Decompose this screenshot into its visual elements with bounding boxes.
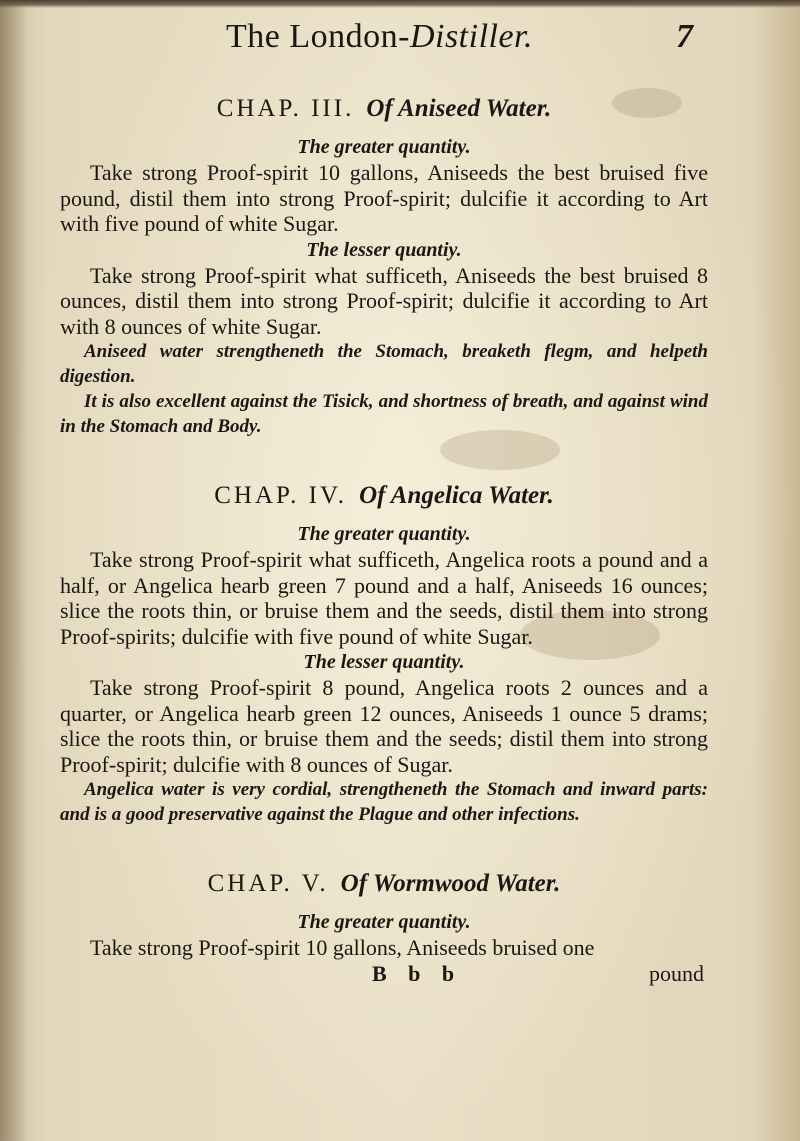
lesser-quantity-heading: The lesser quantiy. [306, 238, 462, 261]
catchword: pound [649, 960, 704, 986]
page-top-edge [0, 0, 800, 8]
running-title [226, 18, 533, 56]
greater-quantity-text: Take strong Proof-spirit 10 gallons, Aniseeds bruised one [90, 935, 595, 960]
signature-mark: B b b [372, 960, 463, 986]
chapter-title: Of Wormwood Water. [340, 870, 561, 897]
greater-quantity-text: Take strong Proof-spirit 10 gallons, Aniseeds the best bruised five pound, distil them into strong Proof-spirit; dulcifie it according to Art with five pound of white Sugar. [60, 160, 708, 236]
chapter-aniseed [60, 92, 708, 439]
running-title-roman: The London- [226, 18, 410, 55]
chapter-number: CHAP. III. [216, 95, 355, 122]
page-header [0, 14, 800, 64]
greater-quantity-heading: The greater quantity. [297, 911, 471, 933]
chapter-wormwood [60, 867, 708, 961]
chapter-title: Of Angelica Water. [359, 482, 554, 509]
chapter-angelica [60, 479, 708, 827]
greater-quantity-heading: The greater quantity. [297, 136, 471, 158]
page-footer [60, 961, 708, 987]
chapter-title: Of Aniseed Water. [366, 95, 552, 122]
lesser-quantity-heading: The lesser quantity. [303, 651, 465, 673]
virtues-note: Angelica water is very cordial, strengtheneth the Stomach and inward parts: and is a good preservative against the Plague and other infections. [60, 779, 708, 825]
greater-quantity-text: Take strong Proof-spirit what sufficeth, Angelica roots a pound and a half, or Angelica hearb green 7 pound and a half, Aniseeds 16 ounces; slice the roots thin, or bruise them and the seeds, distil them into strong Proof-spirits; dulcifie with five pound of white Sugar. [60, 547, 708, 649]
chapter-heading [60, 867, 708, 901]
chapter-number: CHAP. IV. [214, 482, 348, 509]
lesser-quantity-text: Take strong Proof-spirit 8 pound, Angelica roots 2 ounces and a quarter, or Angelica hearb green 12 ounces, Aniseeds 1 ounce 5 drams; slice the roots thin, or bruise them and the seeds; distil them into strong Proof-spirit; dulcifie with 8 ounces of Sugar. [60, 675, 708, 777]
lesser-quantity-text: Take strong Proof-spirit what sufficeth, Aniseeds the best bruised 8 ounces, distil them into strong Proof-spirit; dulcifie it according to Art with 8 ounces of white Sugar. [60, 262, 708, 339]
page-number: 7 [676, 18, 693, 55]
chapter-number: CHAP. V. [207, 870, 329, 897]
virtues-note: It is also excellent against the Tisick, and shortness of breath, and against wind in the Stomach and Body. [60, 391, 708, 437]
greater-quantity-heading: The greater quantity. [297, 523, 471, 545]
gutter-shadow [0, 0, 28, 1141]
virtues-note: Aniseed water strengtheneth the Stomach, breaketh flegm, and helpeth digestion. [60, 341, 708, 387]
chapter-heading [60, 92, 708, 126]
running-title-italic: Distiller. [409, 18, 534, 55]
chapter-heading [60, 479, 708, 513]
main-text [60, 92, 708, 987]
